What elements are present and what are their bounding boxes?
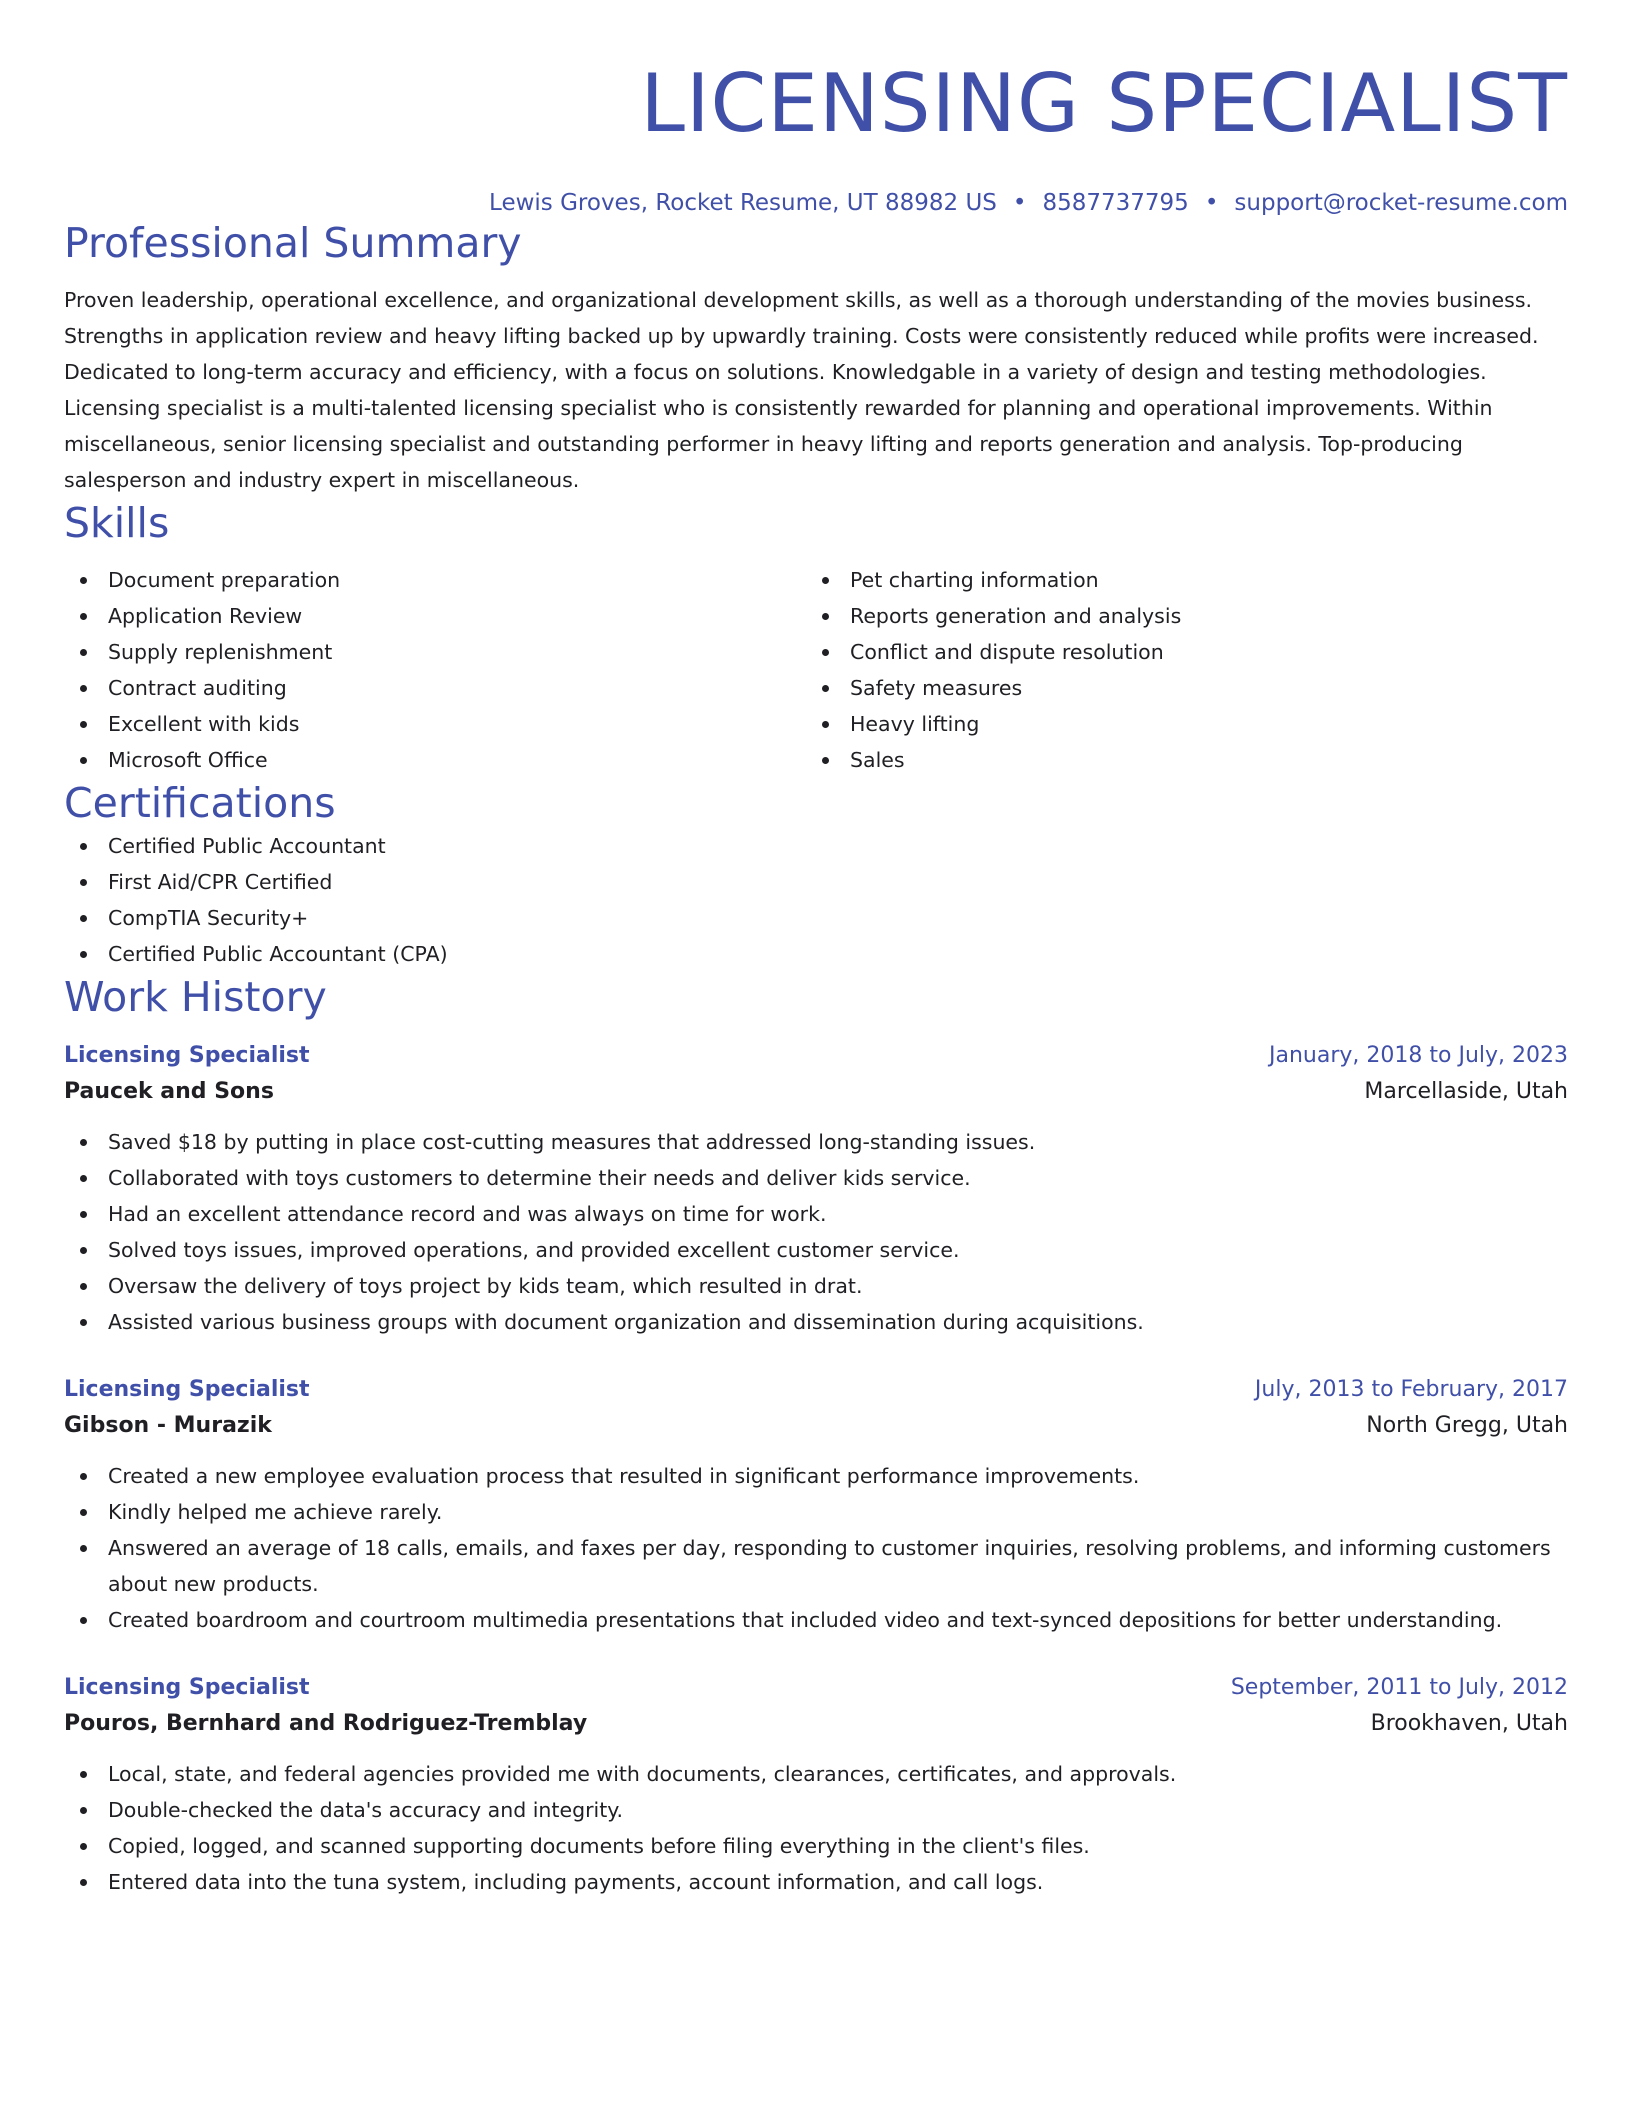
job-company-row bbox=[64, 1408, 1568, 1444]
certification-item: First Aid/CPR Certified bbox=[64, 864, 1568, 900]
resume-title: LICENSING SPECIALIST bbox=[640, 57, 1568, 150]
skill-item: Heavy lifting bbox=[806, 706, 1568, 742]
job-dates: January, 2018 to July, 2023 bbox=[1269, 1043, 1568, 1068]
skill-item: Sales bbox=[806, 742, 1568, 778]
job-dates: September, 2011 to July, 2012 bbox=[1230, 1675, 1568, 1700]
certifications-list bbox=[64, 828, 1568, 972]
certifications-heading: Certifications bbox=[64, 779, 336, 827]
skill-item: Conflict and dispute resolution bbox=[806, 634, 1568, 670]
contact-line bbox=[64, 188, 1568, 218]
job-bullet: Copied, logged, and scanned supporting documents before filing everything in the client's files. bbox=[64, 1828, 1568, 1864]
job-bullets bbox=[64, 1458, 1568, 1638]
job-bullet: Collaborated with toys customers to determine their needs and deliver kids service. bbox=[64, 1160, 1568, 1196]
contact-email[interactable]: support@rocket-resume.com bbox=[1234, 190, 1568, 216]
job-entry bbox=[64, 1372, 1568, 1638]
job-bullet: Oversaw the delivery of toys project by kids team, which resulted in drat. bbox=[64, 1268, 1568, 1304]
job-title: Licensing Specialist bbox=[64, 1675, 310, 1700]
job-location: Marcellaside, Utah bbox=[1364, 1079, 1568, 1104]
job-entry bbox=[64, 1038, 1568, 1340]
skills-heading: Skills bbox=[64, 499, 170, 547]
contact-separator: • bbox=[1012, 190, 1027, 216]
summary-heading: Professional Summary bbox=[64, 219, 522, 267]
skill-item: Excellent with kids bbox=[64, 706, 806, 742]
skills-left-column bbox=[64, 562, 806, 778]
job-bullet: Kindly helped me achieve rarely. bbox=[64, 1494, 1568, 1530]
skill-item: Safety measures bbox=[806, 670, 1568, 706]
certification-item: Certified Public Accountant bbox=[64, 828, 1568, 864]
summary-text: Proven leadership, operational excellence, and organizational development skills, as well as a thorough understanding of the movies business. Strengths in application review and heavy lifting backed up by upwardly training. Costs were consistently reduced while profits were increased. Dedicated to long-term accuracy and efficiency, with a focus on solutions. Knowledgable in a variety of design and testing methodologies. Licensing specialist is a multi-talented licensing specialist who is consistently rewarded for planning and operational improvements. Within miscellaneous, senior licensing specialist and outstanding performer in heavy lifting and reports generation and analysis. Top-producing salesperson and industry expert in miscellaneous. bbox=[64, 288, 1539, 492]
job-location: North Gregg, Utah bbox=[1366, 1413, 1568, 1438]
job-header-row bbox=[64, 1038, 1568, 1074]
job-bullet: Double-checked the data's accuracy and integrity. bbox=[64, 1792, 1568, 1828]
skill-item: Microsoft Office bbox=[64, 742, 806, 778]
job-bullet: Answered an average of 18 calls, emails, and faxes per day, responding to customer inquiries, resolving problems, and informing customers about new products. bbox=[64, 1530, 1568, 1602]
job-company-row bbox=[64, 1074, 1568, 1110]
job-bullet: Assisted various business groups with document organization and dissemination during acquisitions. bbox=[64, 1304, 1568, 1340]
work-history-heading: Work History bbox=[64, 973, 327, 1021]
skills-list-left bbox=[64, 562, 806, 778]
skill-item: Document preparation bbox=[64, 562, 806, 598]
job-title: Licensing Specialist bbox=[64, 1377, 310, 1402]
job-bullet: Saved $18 by putting in place cost-cutting measures that addressed long-standing issues. bbox=[64, 1124, 1568, 1160]
job-company: Pouros, Bernhard and Rodriguez-Tremblay bbox=[64, 1711, 588, 1736]
skills-list-right bbox=[806, 562, 1568, 778]
contact-separator: • bbox=[1204, 190, 1219, 216]
skill-item: Reports generation and analysis bbox=[806, 598, 1568, 634]
job-dates: July, 2013 to February, 2017 bbox=[1254, 1377, 1568, 1402]
skill-item: Contract auditing bbox=[64, 670, 806, 706]
skill-item: Supply replenishment bbox=[64, 634, 806, 670]
contact-address: Lewis Groves, Rocket Resume, UT 88982 US bbox=[489, 190, 997, 216]
job-entry bbox=[64, 1670, 1568, 1900]
skill-item: Application Review bbox=[64, 598, 806, 634]
skill-item: Pet charting information bbox=[806, 562, 1568, 598]
job-company: Paucek and Sons bbox=[64, 1079, 274, 1104]
job-title: Licensing Specialist bbox=[64, 1043, 310, 1068]
job-bullet: Created a new employee evaluation process that resulted in significant performance improvements. bbox=[64, 1458, 1568, 1494]
job-header-row bbox=[64, 1670, 1568, 1706]
certification-item: CompTIA Security+ bbox=[64, 900, 1568, 936]
job-bullet: Local, state, and federal agencies provided me with documents, clearances, certificates, and approvals. bbox=[64, 1756, 1568, 1792]
job-bullet: Entered data into the tuna system, including payments, account information, and call logs. bbox=[64, 1864, 1568, 1900]
job-bullet: Had an excellent attendance record and was always on time for work. bbox=[64, 1196, 1568, 1232]
job-company-row bbox=[64, 1706, 1568, 1742]
job-company: Gibson - Murazik bbox=[64, 1413, 272, 1438]
certification-item: Certified Public Accountant (CPA) bbox=[64, 936, 1568, 972]
skills-right-column bbox=[806, 562, 1568, 778]
skills-columns bbox=[64, 562, 1568, 778]
job-header-row bbox=[64, 1372, 1568, 1408]
job-bullets bbox=[64, 1124, 1568, 1340]
job-bullets bbox=[64, 1756, 1568, 1900]
contact-phone[interactable]: 8587737795 bbox=[1042, 190, 1189, 216]
job-bullet: Solved toys issues, improved operations, and provided excellent customer service. bbox=[64, 1232, 1568, 1268]
job-bullet: Created boardroom and courtroom multimedia presentations that included video and text-synced depositions for better understanding. bbox=[64, 1602, 1568, 1638]
job-location: Brookhaven, Utah bbox=[1370, 1711, 1568, 1736]
